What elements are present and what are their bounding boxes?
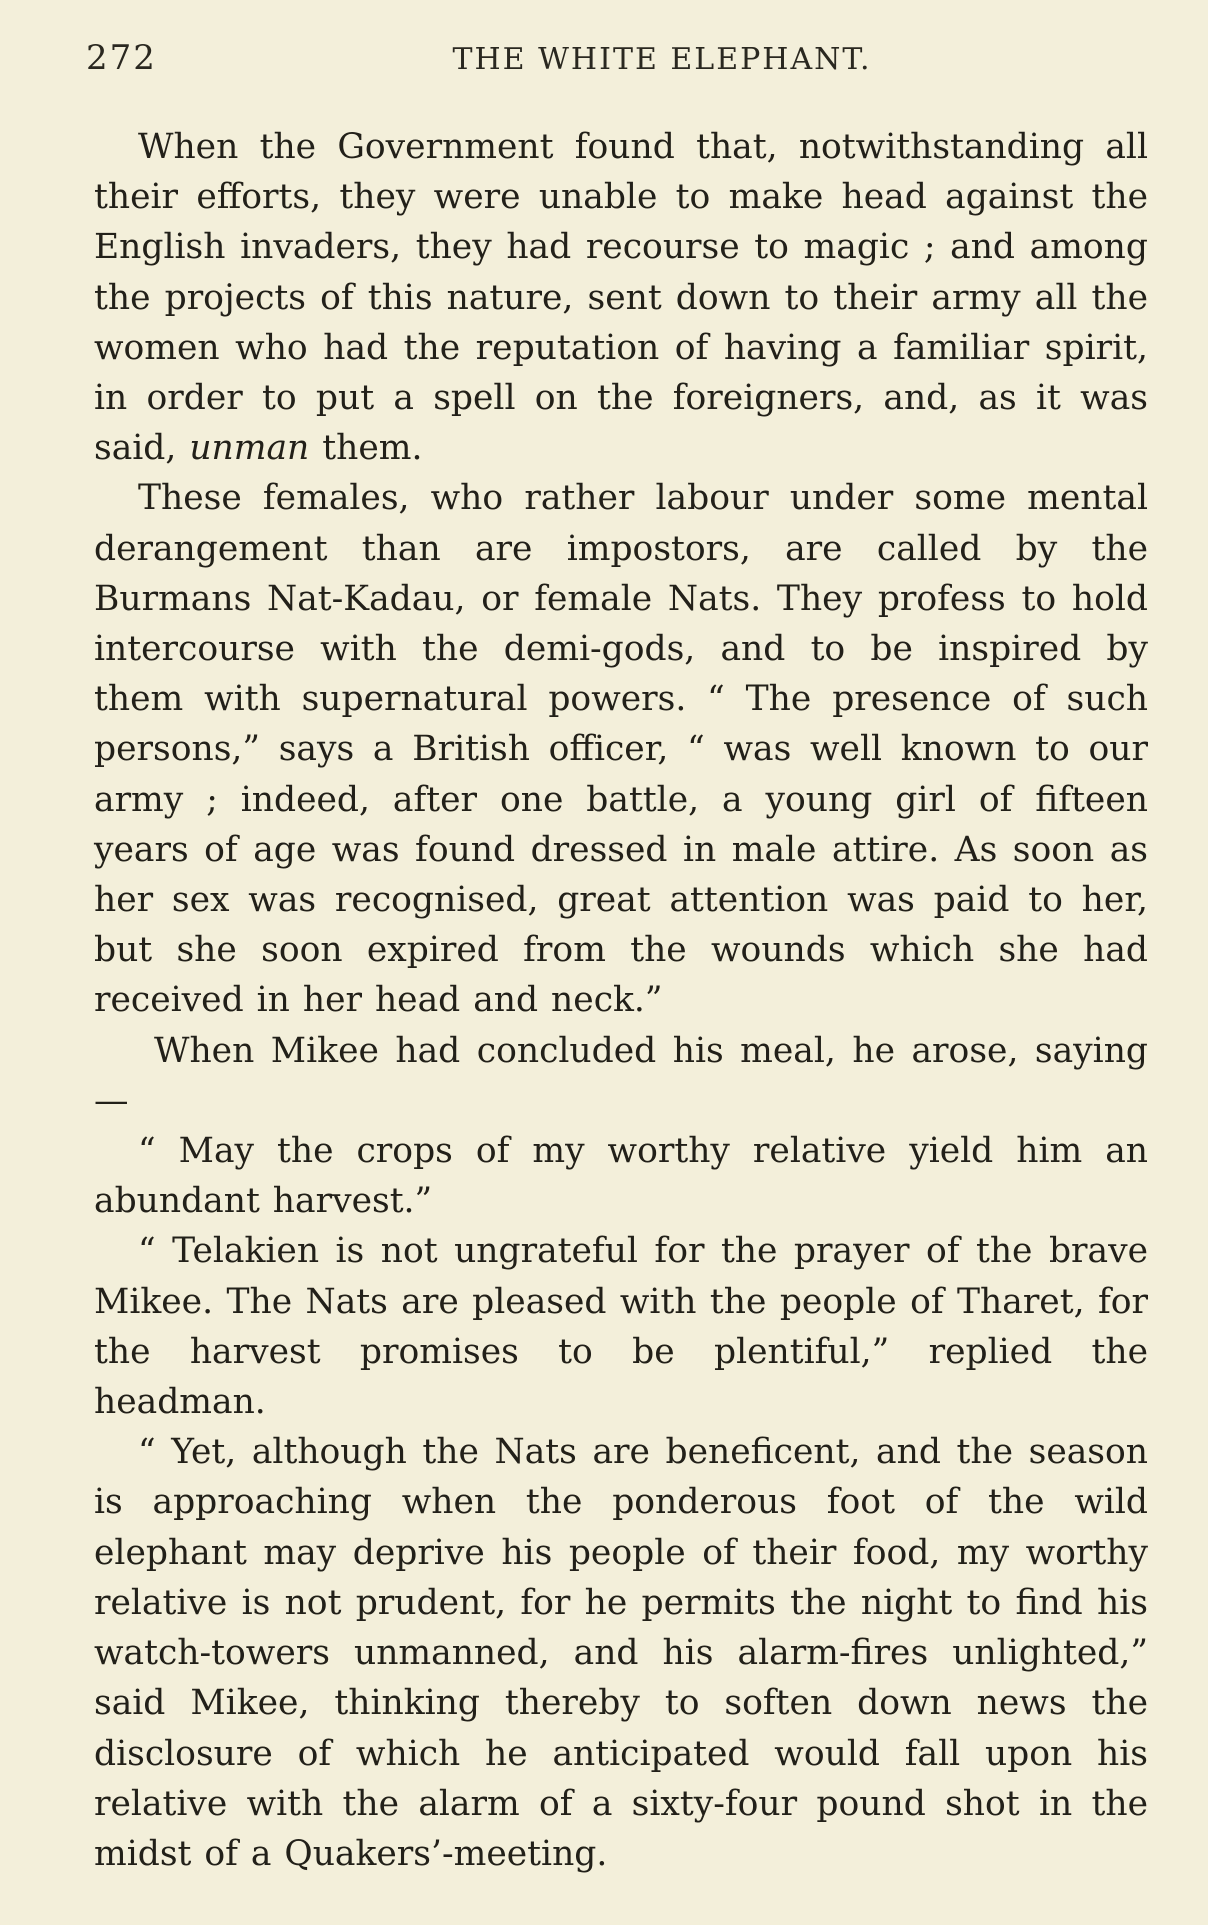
running-head bbox=[86, 38, 1108, 88]
paragraph-crops-wish: “ May the crops of my worthy relative yield him an abundant harvest.” bbox=[94, 1131, 1148, 1222]
running-head-title: THE WHITE ELEPHANT. bbox=[452, 42, 872, 77]
paragraph-telakien-reply: “ Telakien is not ungrateful for the prayer of the brave Mikee. The Nats are pleased with the people of Tharet, for the harvest promises to be plentiful,” replied the headman. bbox=[94, 1231, 1148, 1423]
paragraph-mikee-warning: “ Yet, although the Nats are beneficent, and the season is approaching when the ponderous foot of the wild elephant may deprive his people of their food, my worthy relative is not prudent, for he permits the night to find his watch-towers unmanned, and his alarm-fires unlighted,” said Mikee, thinking thereby to soften down news the disclosure of which he anticipated would fall upon his relative with the alarm of a sixty-four pound shot in the midst of a Quakers’-meeting. bbox=[94, 1432, 1148, 1874]
paragraph-nat-kadau: These females, who rather labour under some mental derangement than are impostors, are called by the Burmans Nat-Kadau, or female Nats. They profess to hold intercourse with the demi-gods, and to be inspired by them with supernatural powers. “ The presence of such persons,” says a British officer, “ was well known to our army ; indeed, after one battle, a young girl of fifteen years of age was found dressed in male attire. As soon as her sex was recognised, great attention was paid to her, but she soon expired from the wounds which she had received in her head and neck.” bbox=[94, 478, 1148, 1021]
paragraph-text-end: them. bbox=[309, 428, 423, 469]
paragraph-mikee-arose: When Mikee had concluded his meal, he arose, saying— bbox=[94, 1030, 1148, 1121]
body-text bbox=[94, 122, 1148, 1879]
paragraph-government-magic bbox=[94, 122, 1148, 473]
page-number: 272 bbox=[86, 38, 157, 78]
italic-word: unman bbox=[189, 428, 310, 469]
paragraph-text: When the Government found that, notwithstanding all their efforts, they were unable to make head against the English invaders, they had recourse to magic ; and among the projects of this nature, sent down to their army all the women who had the reputation of having a familiar spirit, in order to put a spell on the foreigners, and, as it was said, bbox=[94, 127, 1148, 469]
